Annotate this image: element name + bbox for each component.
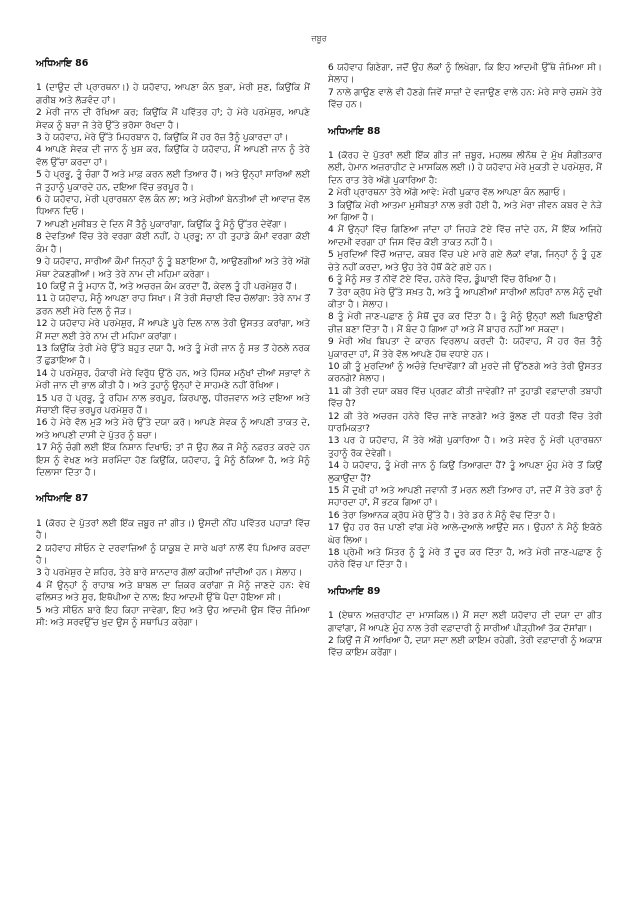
- verse: 16 ਹੇ ਮੇਰੇ ਵੱਲ ਮੁੜੋ ਅਤੇ ਮੇਰੇ ਉੱਤੇ ਦਯਾ ਕਰੋ। ਆਪਣੇ ਸੇਵਕ ਨੂੰ ਆਪਣੀ ਤਾਕਤ ਦੇ, ਅਤੇ ਆਪਣੀ ਦਾਸੀ ਦੇ ਪੁੱਤਰ ਨੂੰ ਬਚਾ।: [36, 418, 310, 441]
- verse: 1 (ਦਾਊਦ ਦੀ ਪ੍ਰਾਰਥਨਾ।) ਹੇ ਯਹੋਵਾਹ, ਆਪਣਾ ਕੰਨ ਝੁਕਾ, ਮੇਰੀ ਸੁਣ, ਕਿਉਂਕਿ ਮੈਂ ਗਰੀਬ ਅਤੇ ਲੋੜਵੰਦ ਹਾਂ।: [36, 83, 310, 106]
- verse: 10 ਕਿਉਂ ਜੋ ਤੂੰ ਮਹਾਨ ਹੈਂ, ਅਤੇ ਅਚਰਜ ਕੰਮ ਕਰਦਾ ਹੈਂ, ਕੇਵਲ ਤੂੰ ਹੀ ਪਰਮੇਸ਼ੁਰ ਹੈਂ।: [36, 281, 298, 292]
- verse: 11 ਕੀ ਤੇਰੀ ਦਯਾ ਕਬਰ ਵਿੱਚ ਪ੍ਰਗਟ ਕੀਤੀ ਜਾਵੇਗੀ? ਜਾਂ ਤੁਹਾਡੀ ਵਫ਼ਾਦਾਰੀ ਤਬਾਹੀ ਵਿੱਚ ਹੈ?: [328, 386, 602, 410]
- verse: 3 ਕਿਉਂਕਿ ਮੇਰੀ ਆਤਮਾ ਮੁਸੀਬਤਾਂ ਨਾਲ ਭਰੀ ਹੋਈ ਹੈ, ਅਤੇ ਮੇਰਾ ਜੀਵਨ ਕਬਰ ਦੇ ਨੇੜੇ ਆ ਗਿਆ ਹੈ।: [328, 200, 602, 224]
- chapter-heading: ਅਧਿਆਇ 88: [328, 125, 381, 137]
- verse: 2 ਕਿਉਂ ਜੋ ਮੈਂ ਆਖਿਆ ਹੈ, ਦਯਾ ਸਦਾ ਲਈ ਕਾਇਮ ਰਹੇਗੀ, ਤੇਰੀ ਵਫ਼ਾਦਾਰੀ ਨੂੰ ਅਕਾਸ਼ ਵਿੱਚ ਕਾਇਮ ਕਰੇਂਗਾ।: [328, 636, 602, 659]
- verse: 7 ਤੇਰਾ ਕ੍ਰੋਧ ਮੇਰੇ ਉੱਤੇ ਸਖ਼ਤ ਹੈ, ਅਤੇ ਤੂੰ ਆਪਣੀਆਂ ਸਾਰੀਆਂ ਲਹਿਰਾਂ ਨਾਲ ਮੈਨੂੰ ਦੁਖੀ ਕੀਤਾ ਹੈ। ਸੇਲਾਹ।: [328, 287, 602, 310]
- verse: 1 (ਏਥਾਨ ਅਜ਼ਰਾਹੀਟ ਦਾ ਮਾਸਕਿਲ।) ਮੈਂ ਸਦਾ ਲਈ ਯਹੋਵਾਹ ਦੀ ਦਯਾ ਦਾ ਗੀਤ ਗਾਵਾਂਗਾ, ਮੈਂ ਆਪਣੇ ਮੂੰਹ ਨਾਲ ਤੇਰੀ ਵਫ਼ਾਦਾਰੀ ਨੂੰ ਸਾਰੀਆਂ ਪੀੜ੍ਹੀਆਂ ਤੱਕ ਦੱਸਾਂਗਾ।: [328, 611, 602, 634]
- verse: 7 ਆਪਣੀ ਮੁਸੀਬਤ ਦੇ ਦਿਨ ਮੈਂ ਤੈਨੂੰ ਪੁਕਾਰਾਂਗਾ, ਕਿਉਂਕਿ ਤੂੰ ਮੈਨੂੰ ਉੱਤਰ ਦੇਵੇਂਗਾ।: [36, 219, 288, 230]
- verse: 17 ਉਹ ਹਰ ਰੋਜ਼ ਪਾਣੀ ਵਾਂਗ ਮੇਰੇ ਆਲੇ-ਦੁਆਲੇ ਆਉਂਦੇ ਸਨ। ਉਹਨਾਂ ਨੇ ਮੈਨੂੰ ਇਕੱਠੇ ਘੇਰ ਲਿਆ।: [328, 523, 602, 546]
- verse: 1 (ਕੋਰਹ ਦੇ ਪੁੱਤਰਾਂ ਲਈ ਇੱਕ ਗੀਤ ਜਾਂ ਜ਼ਬੂਰ, ਮਹਲਥ ਲੀਨੋਥ ਦੇ ਮੁੱਖ ਸੰਗੀਤਕਾਰ ਲਈ, ਹੇਮਾਨ ਅਜ਼ਰਾਹੀਟ ਦੇ ਮਾਸਕਿਲ ਲਈ।) ਹੇ ਯਹੋਵਾਹ ਮੇਰੇ ਮੁਕਤੀ ਦੇ ਪਰਮੇਸ਼ੁਰ, ਮੈਂ ਦਿਨ ਰਾਤ ਤੇਰੇ ਅੱਗੇ ਪੁਕਾਰਿਆ ਹੈ:: [328, 151, 602, 186]
- verse: 1 (ਕੋਰਹ ਦੇ ਪੁੱਤਰਾਂ ਲਈ ਇੱਕ ਜ਼ਬੂਰ ਜਾਂ ਗੀਤ।) ਉਸਦੀ ਨੀਂਹ ਪਵਿੱਤਰ ਪਹਾੜਾਂ ਵਿੱਚ ਹੈ।: [36, 518, 310, 542]
- chapter-heading: ਅਧਿਆਇ 87: [36, 493, 89, 505]
- verse: 15 ਮੈਂ ਦੁਖੀ ਹਾਂ ਅਤੇ ਆਪਣੀ ਜਵਾਨੀ ਤੋਂ ਮਰਨ ਲਈ ਤਿਆਰ ਹਾਂ, ਜਦੋਂ ਮੈਂ ਤੇਰੇ ਡਰਾਂ ਨੂੰ ਸਹਾਰਦਾ ਹਾਂ, ਮੈਂ ਭਟਕ ਗਿਆ ਹਾਂ।: [328, 486, 602, 509]
- chapter-section: [36, 493, 310, 629]
- verse: 9 ਹੇ ਯਹੋਵਾਹ, ਸਾਰੀਆਂ ਕੌਮਾਂ ਜਿਨ੍ਹਾਂ ਨੂੰ ਤੂੰ ਬਣਾਇਆ ਹੈ, ਆਉਣਗੀਆਂ ਅਤੇ ਤੇਰੇ ਅੱਗੇ ਮੱਥਾ ਟੇਕਣਗੀਆਂ। ਅਤੇ ਤੇਰੇ ਨਾਮ ਦੀ ਮਹਿਮਾ ਕਰੇਗਾ।: [36, 257, 310, 280]
- verse: 14 ਹੇ ਯਹੋਵਾਹ, ਤੂੰ ਮੇਰੀ ਜਾਨ ਨੂੰ ਕਿਉਂ ਤਿਆਗਦਾ ਹੈਂ? ਤੂੰ ਆਪਣਾ ਮੂੰਹ ਮੇਰੇ ਤੋਂ ਕਿਉਂ ਲੁਕਾਉਂਦਾ ਹੈਂ?: [328, 461, 602, 484]
- chapter-heading: ਅਧਿਆਇ 86: [36, 58, 89, 69]
- verse: 10 ਕੀ ਤੂੰ ਮੁਰਦਿਆਂ ਨੂੰ ਅਚੰਭੇ ਦਿਖਾਵੇਂਗਾ? ਕੀ ਮੁਰਦੇ ਜੀ ਉੱਠਣਗੇ ਅਤੇ ਤੇਰੀ ਉਸਤਤ ਕਰਨਗੇ? ਸੇਲਾਹ।: [328, 361, 602, 385]
- verse: 14 ਹੇ ਪਰਮੇਸ਼ੁਰ, ਹੰਕਾਰੀ ਮੇਰੇ ਵਿਰੁੱਧ ਉੱਠੇ ਹਨ, ਅਤੇ ਹਿੰਸਕ ਮਨੁੱਖਾਂ ਦੀਆਂ ਸਭਾਵਾਂ ਨੇ ਮੇਰੀ ਜਾਨ ਦੀ ਭਾਲ ਕੀਤੀ ਹੈ। ਅਤੇ ਤੁਹਾਨੂੰ ਉਨ੍ਹਾਂ ਦੇ ਸਾਹਮਣੇ ਨਹੀਂ ਰੱਖਿਆ।: [36, 368, 310, 392]
- verse: 7 ਨਾਲੇ ਗਾਉਣ ਵਾਲੇ ਵੀ ਹੋਣਗੇ ਜਿਵੇਂ ਸਾਜ਼ਾਂ ਦੇ ਵਜਾਉਣ ਵਾਲੇ ਹਨ: ਮੇਰੇ ਸਾਰੇ ਚਸ਼ਮੇ ਤੇਰੇ ਵਿੱਚ ਹਨ।: [328, 87, 602, 111]
- verse: 11 ਹੇ ਯਹੋਵਾਹ, ਮੈਨੂੰ ਆਪਣਾ ਰਾਹ ਸਿਖਾ। ਮੈਂ ਤੇਰੀ ਸੱਚਾਈ ਵਿੱਚ ਚੱਲਾਂਗਾ: ਤੇਰੇ ਨਾਮ ਤੋਂ ਡਰਨ ਲਈ ਮੇਰੇ ਦਿਲ ਨੂੰ ਜੋੜ।: [36, 294, 310, 317]
- left-column: [36, 58, 310, 643]
- verse: 13 ਕਿਉਂਕਿ ਤੇਰੀ ਮੇਰੇ ਉੱਤੇ ਬਹੁਤ ਦਯਾ ਹੈ, ਅਤੇ ਤੂੰ ਮੇਰੀ ਜਾਨ ਨੂੰ ਸਭ ਤੋਂ ਹੇਠਲੇ ਨਰਕ ਤੋਂ ਛੁਡਾਇਆ ਹੈ।: [36, 343, 310, 367]
- page-header: ਜ਼ਬੂਰ: [311, 34, 327, 43]
- chapter-heading: ਅਧਿਆਇ 89: [328, 585, 381, 597]
- verse: 8 ਤੂੰ ਮੇਰੀ ਜਾਣ-ਪਛਾਣ ਨੂੰ ਮੈਥੋਂ ਦੂਰ ਕਰ ਦਿੱਤਾ ਹੈ। ਤੂੰ ਮੈਨੂੰ ਉਨ੍ਹਾਂ ਲਈ ਘਿਣਾਉਣੀ ਚੀਜ਼ ਬਣਾ ਦਿੱਤਾ ਹੈ। ਮੈਂ ਬੰਦ ਹੋ ਗਿਆ ਹਾਂ ਅਤੇ ਮੈਂ ਬਾਹਰ ਨਹੀਂ ਆ ਸਕਦਾ।: [328, 312, 602, 335]
- verse: 6 ਤੂੰ ਮੈਨੂੰ ਸਭ ਤੋਂ ਨੀਵੇਂ ਟੋਏ ਵਿੱਚ, ਹਨੇਰੇ ਵਿੱਚ, ਡੂੰਘਾਈ ਵਿੱਚ ਰੱਖਿਆ ਹੈ।: [328, 275, 557, 286]
- verse: 15 ਪਰ ਹੇ ਪ੍ਰਭੂ, ਤੂੰ ਰਹਿਮ ਨਾਲ ਭਰਪੂਰ, ਕਿਰਪਾਲੂ, ਧੀਰਜਵਾਨ ਅਤੇ ਦਇਆ ਅਤੇ ਸੱਚਾਈ ਵਿੱਚ ਭਰਪੂਰ ਪਰਮੇਸ਼ੁਰ ਹੈਂ।: [36, 393, 310, 416]
- verse: 2 ਮੇਰੀ ਜਾਨ ਦੀ ਰੱਖਿਆ ਕਰ; ਕਿਉਂਕਿ ਮੈਂ ਪਵਿੱਤਰ ਹਾਂ; ਹੇ ਮੇਰੇ ਪਰਮੇਸ਼ੁਰ, ਆਪਣੇ ਸੇਵਕ ਨੂੰ ਬਚਾ ਜੋ ਤੇਰੇ ਉੱਤੇ ਭਰੋਸਾ ਰੱਖਦਾ ਹੈ।: [36, 108, 310, 131]
- verse: 6 ਯਹੋਵਾਹ ਗਿਣੇਗਾ, ਜਦੋਂ ਉਹ ਲੋਕਾਂ ਨੂੰ ਲਿਖੇਗਾ, ਕਿ ਇਹ ਆਦਮੀ ਉੱਥੇ ਜੰਮਿਆ ਸੀ। ਸੇਲਾਹ।: [328, 63, 602, 86]
- chapter-section: [328, 126, 602, 572]
- verse: 5 ਹੇ ਪ੍ਰਭੂ, ਤੂੰ ਚੰਗਾ ਹੈਂ ਅਤੇ ਮਾਫ਼ ਕਰਨ ਲਈ ਤਿਆਰ ਹੈਂ। ਅਤੇ ਉਨ੍ਹਾਂ ਸਾਰਿਆਂ ਲਈ ਜੋ ਤੁਹਾਨੂੰ ਪੁਕਾਰਦੇ ਹਨ, ਦਇਆ ਵਿੱਚ ਭਰਪੂਰ ਹੈ।: [36, 170, 310, 193]
- verse: 4 ਆਪਣੇ ਸੇਵਕ ਦੀ ਜਾਨ ਨੂੰ ਖੁਸ਼ ਕਰ, ਕਿਉਂਕਿ ਹੇ ਯਹੋਵਾਹ, ਮੈਂ ਆਪਣੀ ਜਾਨ ਨੂੰ ਤੇਰੇ ਵੱਲ ਉੱਚਾ ਕਰਦਾ ਹਾਂ।: [36, 145, 310, 168]
- verse: 4 ਮੈਂ ਉਨ੍ਹਾਂ ਵਿੱਚ ਗਿਣਿਆ ਜਾਂਦਾ ਹਾਂ ਜਿਹੜੇ ਟੋਏ ਵਿੱਚ ਜਾਂਦੇ ਹਨ, ਮੈਂ ਇੱਕ ਅਜਿਹੇ ਆਦਮੀ ਵਰਗਾ ਹਾਂ ਜਿਸ ਵਿੱਚ ਕੋਈ ਤਾਕਤ ਨਹੀਂ ਹੈ।: [328, 225, 602, 248]
- verse: 18 ਪ੍ਰੇਮੀ ਅਤੇ ਮਿੱਤਰ ਨੂੰ ਤੂੰ ਮੇਰੇ ਤੋਂ ਦੂਰ ਕਰ ਦਿੱਤਾ ਹੈ, ਅਤੇ ਮੇਰੀ ਜਾਣ-ਪਛਾਣ ਨੂੰ ਹਨੇਰੇ ਵਿੱਚ ਪਾ ਦਿੱਤਾ ਹੈ।: [328, 548, 602, 571]
- verse: 5 ਅਤੇ ਸੀਓਨ ਬਾਰੇ ਇਹ ਕਿਹਾ ਜਾਵੇਗਾ, ਇਹ ਅਤੇ ਉਹ ਆਦਮੀ ਉਸ ਵਿੱਚ ਜੰਮਿਆ ਸੀ: ਅਤੇ ਸਰਵਉੱਚ ਖੁਦ ਉਸ ਨੂੰ ਸਥਾਪਿਤ ਕਰੇਗਾ।: [36, 605, 310, 629]
- verse: 13 ਪਰ ਹੇ ਯਹੋਵਾਹ, ਮੈਂ ਤੇਰੇ ਅੱਗੇ ਪੁਕਾਰਿਆ ਹੈ। ਅਤੇ ਸਵੇਰ ਨੂੰ ਮੇਰੀ ਪ੍ਰਾਰਥਨਾ ਤੁਹਾਨੂੰ ਰੋਕ ਦੇਵੇਗੀ।: [328, 436, 602, 459]
- verse: 12 ਹੇ ਯਹੋਵਾਹ ਮੇਰੇ ਪਰਮੇਸ਼ੁਰ, ਮੈਂ ਆਪਣੇ ਪੂਰੇ ਦਿਲ ਨਾਲ ਤੇਰੀ ਉਸਤਤ ਕਰਾਂਗਾ, ਅਤੇ ਮੈਂ ਸਦਾ ਲਈ ਤੇਰੇ ਨਾਮ ਦੀ ਮਹਿਮਾ ਕਰਾਂਗਾ।: [36, 319, 310, 342]
- chapter-section: [328, 586, 602, 660]
- right-column: [328, 62, 602, 674]
- verse: 4 ਮੈਂ ਉਨ੍ਹਾਂ ਨੂੰ ਰਾਹਾਬ ਅਤੇ ਬਾਬਲ ਦਾ ਜ਼ਿਕਰ ਕਰਾਂਗਾ ਜੋ ਮੈਨੂੰ ਜਾਣਦੇ ਹਨ: ਵੇਖੋ ਫਲਿਸਤ ਅਤੇ ਸੂਰ, ਇਥੋਪੀਆ ਦੇ ਨਾਲ; ਇਹ ਆਦਮੀ ਉੱਥੇ ਪੈਦਾ ਹੋਇਆ ਸੀ।: [36, 580, 310, 604]
- verse: 12 ਕੀ ਤੇਰੇ ਅਚਰਜ ਹਨੇਰੇ ਵਿੱਚ ਜਾਣੇ ਜਾਣਗੇ? ਅਤੇ ਭੁੱਲਣ ਦੀ ਧਰਤੀ ਵਿੱਚ ਤੇਰੀ ਧਾਰਮਿਕਤਾ?: [328, 411, 602, 434]
- chapter-section: [36, 58, 310, 479]
- verse: 2 ਮੇਰੀ ਪ੍ਰਾਰਥਨਾ ਤੇਰੇ ਅੱਗੇ ਆਵੇ: ਮੇਰੀ ਪੁਕਾਰ ਵੱਲ ਆਪਣਾ ਕੰਨ ਲਗਾਓ।: [328, 188, 566, 199]
- chapter-section: [328, 62, 602, 112]
- verse: 16 ਤੇਰਾ ਭਿਆਨਕ ਕ੍ਰੋਧ ਮੇਰੇ ਉੱਤੇ ਹੈ। ਤੇਰੇ ਡਰ ਨੇ ਮੈਨੂੰ ਵੱਢ ਦਿੱਤਾ ਹੈ।: [328, 510, 556, 521]
- verse: 17 ਮੈਨੂੰ ਚੰਗੀ ਲਈ ਇੱਕ ਨਿਸ਼ਾਨ ਦਿਖਾਓ; ਤਾਂ ਜੋ ਉਹ ਲੋਕ ਜੋ ਮੈਨੂੰ ਨਫ਼ਰਤ ਕਰਦੇ ਹਨ ਇਸ ਨੂੰ ਵੇਖਣ ਅਤੇ ਸ਼ਰਮਿੰਦਾ ਹੋਣ ਕਿਉਂਕਿ, ਯਹੋਵਾਹ, ਤੂੰ ਮੈਨੂੰ ਠੱਕਿਆ ਹੈ, ਅਤੇ ਮੈਨੂੰ ਦਿਲਾਸਾ ਦਿੱਤਾ ਹੈ।: [36, 443, 310, 478]
- verse: 5 ਮੁਰਦਿਆਂ ਵਿੱਚੋਂ ਅਜ਼ਾਦ, ਕਬਰ ਵਿੱਚ ਪਏ ਮਾਰੇ ਗਏ ਲੋਕਾਂ ਵਾਂਗ, ਜਿਨ੍ਹਾਂ ਨੂੰ ਤੂੰ ਹੁਣ ਚੇਤੇ ਨਹੀਂ ਕਰਦਾ, ਅਤੇ ਉਹ ਤੇਰੇ ਹੱਥੋਂ ਕੱਟੇ ਗਏ ਹਨ।: [328, 250, 602, 273]
- verse: 8 ਦੇਵਤਿਆਂ ਵਿੱਚ ਤੇਰੇ ਵਰਗਾ ਕੋਈ ਨਹੀਂ, ਹੇ ਪ੍ਰਭੂ; ਨਾ ਹੀ ਤੁਹਾਡੇ ਕੰਮਾਂ ਵਰਗਾ ਕੋਈ ਕੰਮ ਹੈ।: [36, 232, 310, 255]
- verse: 3 ਹੇ ਪਰਮੇਸ਼ੁਰ ਦੇ ਸ਼ਹਿਰ, ਤੇਰੇ ਬਾਰੇ ਸ਼ਾਨਦਾਰ ਗੱਲਾਂ ਕਹੀਆਂ ਜਾਂਦੀਆਂ ਹਨ। ਸੇਲਾਹ।: [36, 568, 303, 579]
- verse: 9 ਮੇਰੀ ਅੱਖ ਬਿਪਤਾ ਦੇ ਕਾਰਨ ਵਿਰਲਾਪ ਕਰਦੀ ਹੈ: ਯਹੋਵਾਹ, ਮੈਂ ਹਰ ਰੋਜ਼ ਤੈਨੂੰ ਪੁਕਾਰਦਾ ਹਾਂ, ਮੈਂ ਤੇਰੇ ਵੱਲ ਆਪਣੇ ਹੱਥ ਵਧਾਏ ਹਨ।: [328, 337, 602, 360]
- verse: 3 ਹੇ ਯਹੋਵਾਹ, ਮੇਰੇ ਉੱਤੇ ਮਿਹਰਬਾਨ ਹੋ, ਕਿਉਂਕਿ ਮੈਂ ਹਰ ਰੋਜ਼ ਤੈਨੂੰ ਪੁਕਾਰਦਾ ਹਾਂ।: [36, 133, 289, 144]
- verse: 2 ਯਹੋਵਾਹ ਸੀਓਨ ਦੇ ਦਰਵਾਜ਼ਿਆਂ ਨੂੰ ਯਾਕੂਬ ਦੇ ਸਾਰੇ ਘਰਾਂ ਨਾਲੋਂ ਵੱਧ ਪਿਆਰ ਕਰਦਾ ਹੈ।: [36, 543, 310, 567]
- verse: 6 ਹੇ ਯਹੋਵਾਹ, ਮੇਰੀ ਪ੍ਰਾਰਥਨਾ ਵੱਲ ਕੰਨ ਲਾ; ਅਤੇ ਮੇਰੀਆਂ ਬੇਨਤੀਆਂ ਦੀ ਆਵਾਜ਼ ਵੱਲ ਧਿਆਨ ਦਿਓ।: [36, 195, 310, 218]
